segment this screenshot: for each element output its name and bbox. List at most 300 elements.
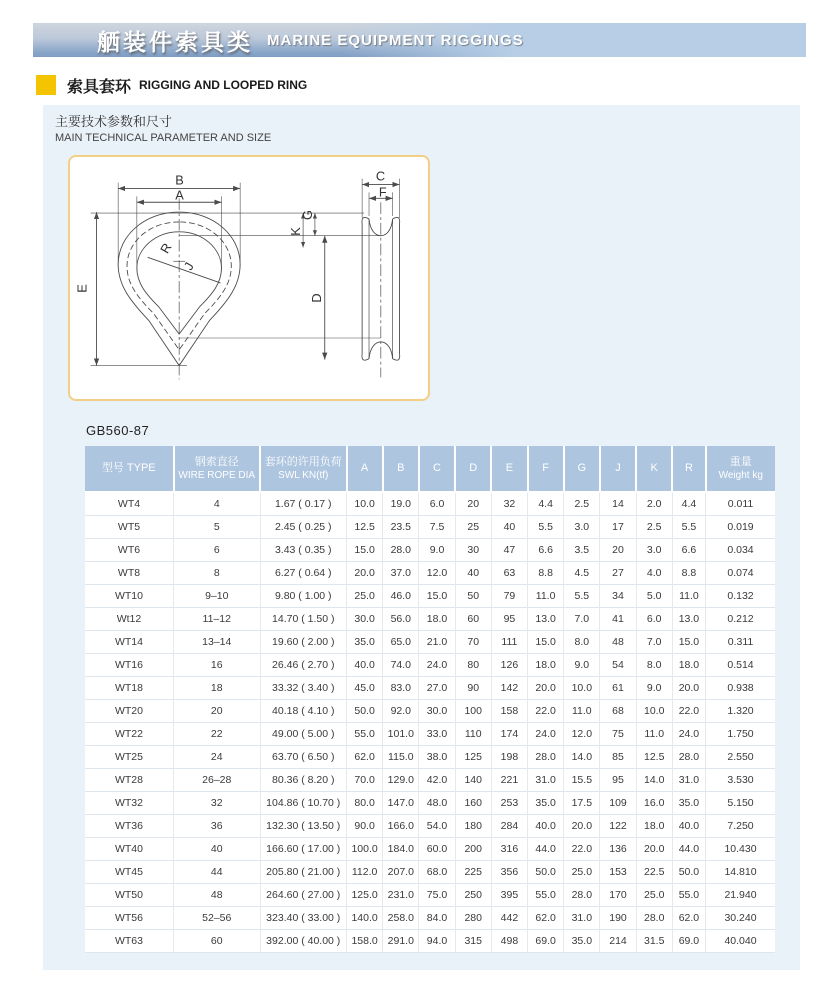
- column-header: D: [455, 446, 491, 492]
- table-cell: 31.0: [672, 769, 705, 792]
- table-cell: 50.0: [528, 861, 564, 884]
- table-cell: 10.430: [706, 838, 775, 861]
- table-cell: 10.0: [564, 677, 600, 700]
- table-cell: 190: [600, 907, 636, 930]
- table-cell: 3.0: [564, 516, 600, 539]
- table-cell: 174: [491, 723, 527, 746]
- table-cell: 31.0: [528, 769, 564, 792]
- table-cell: WT4: [85, 492, 174, 516]
- table-cell: 6.0: [636, 608, 672, 631]
- table-cell: 14.0: [636, 769, 672, 792]
- table-cell: 13–14: [174, 631, 261, 654]
- table-cell: 3.5: [564, 539, 600, 562]
- section-title-en: RIGGING AND LOOPED RING: [139, 78, 308, 92]
- table-cell: 6.6: [528, 539, 564, 562]
- table-row: [85, 516, 775, 539]
- table-cell: 56.0: [383, 608, 419, 631]
- table-cell: 147.0: [383, 792, 419, 815]
- table-row: [85, 539, 775, 562]
- table-cell: 50.0: [347, 700, 383, 723]
- dim-label-A: A: [175, 187, 184, 203]
- table-cell: 4.0: [636, 562, 672, 585]
- parameter-caption: [55, 114, 271, 146]
- table-cell: 48.0: [419, 792, 455, 815]
- table-cell: 54.0: [419, 815, 455, 838]
- table-cell: 20.0: [636, 838, 672, 861]
- table-cell: 12.5: [636, 746, 672, 769]
- table-cell: 18.0: [419, 608, 455, 631]
- dim-label-D: D: [308, 293, 324, 303]
- column-header: G: [564, 446, 600, 492]
- table-cell: 0.311: [706, 631, 775, 654]
- table-cell: WT6: [85, 539, 174, 562]
- table-cell: 52–56: [174, 907, 261, 930]
- table-cell: 15.0: [347, 539, 383, 562]
- table-cell: 231.0: [383, 884, 419, 907]
- table-row: [85, 654, 775, 677]
- table-cell: 62.0: [672, 907, 705, 930]
- table-cell: 12.5: [347, 516, 383, 539]
- table-cell: 498: [491, 930, 527, 953]
- table-cell: 84.0: [419, 907, 455, 930]
- table-cell: 126: [491, 654, 527, 677]
- table-cell: 2.0: [636, 492, 672, 516]
- table-cell: 30.240: [706, 907, 775, 930]
- table-cell: 1.67 ( 0.17 ): [260, 492, 347, 516]
- table-row: [85, 562, 775, 585]
- table-cell: 60: [455, 608, 491, 631]
- table-cell: 0.034: [706, 539, 775, 562]
- table-cell: 31.0: [564, 907, 600, 930]
- table-cell: WT16: [85, 654, 174, 677]
- table-cell: 20.0: [564, 815, 600, 838]
- table-cell: 12.0: [564, 723, 600, 746]
- table-cell: 90.0: [347, 815, 383, 838]
- table-cell: 11.0: [528, 585, 564, 608]
- table-cell: 109: [600, 792, 636, 815]
- table-cell: 47: [491, 539, 527, 562]
- table-cell: 5: [174, 516, 261, 539]
- table-cell: 42.0: [419, 769, 455, 792]
- table-cell: 11.0: [672, 585, 705, 608]
- table-cell: 250: [455, 884, 491, 907]
- table-cell: 110: [455, 723, 491, 746]
- table-row: [85, 861, 775, 884]
- table-cell: 63.70 ( 6.50 ): [260, 746, 347, 769]
- table-cell: 90: [455, 677, 491, 700]
- table-cell: 35.0: [528, 792, 564, 815]
- table-cell: 15.0: [419, 585, 455, 608]
- table-cell: 80: [455, 654, 491, 677]
- table-cell: 20.0: [347, 562, 383, 585]
- table-cell: 14: [600, 492, 636, 516]
- table-cell: 15.0: [672, 631, 705, 654]
- table-cell: 132.30 ( 13.50 ): [260, 815, 347, 838]
- table-cell: 129.0: [383, 769, 419, 792]
- table-cell: 158: [491, 700, 527, 723]
- table-cell: 32: [174, 792, 261, 815]
- table-cell: 22.0: [564, 838, 600, 861]
- table-row: [85, 723, 775, 746]
- table-cell: 291.0: [383, 930, 419, 953]
- table-cell: 0.514: [706, 654, 775, 677]
- table-cell: 2.5: [636, 516, 672, 539]
- table-cell: 214: [600, 930, 636, 953]
- table-cell: 70.0: [347, 769, 383, 792]
- table-cell: 35.0: [672, 792, 705, 815]
- table-cell: 122: [600, 815, 636, 838]
- table-cell: 55.0: [672, 884, 705, 907]
- table-row: [85, 907, 775, 930]
- table-cell: 69.0: [528, 930, 564, 953]
- table-cell: 63: [491, 562, 527, 585]
- banner-title-zh: 舾装件索具类: [97, 28, 253, 55]
- page-banner: [33, 23, 806, 57]
- table-cell: 16: [174, 654, 261, 677]
- table-cell: 100: [455, 700, 491, 723]
- table-cell: 35.0: [347, 631, 383, 654]
- table-cell: WT25: [85, 746, 174, 769]
- table-cell: 68.0: [419, 861, 455, 884]
- table-cell: 0.074: [706, 562, 775, 585]
- parameter-caption-zh: 主要技术参数和尺寸: [55, 114, 173, 129]
- column-header: F: [528, 446, 564, 492]
- table-cell: WT40: [85, 838, 174, 861]
- table-cell: 45.0: [347, 677, 383, 700]
- table-cell: 21.940: [706, 884, 775, 907]
- dim-label-R: R: [156, 240, 175, 256]
- table-cell: 180: [455, 815, 491, 838]
- table-cell: 1.320: [706, 700, 775, 723]
- table-cell: 3.43 ( 0.35 ): [260, 539, 347, 562]
- table-cell: 17.5: [564, 792, 600, 815]
- table-cell: 60: [174, 930, 261, 953]
- table-cell: 14.0: [564, 746, 600, 769]
- table-cell: 24: [174, 746, 261, 769]
- table-cell: 7.5: [419, 516, 455, 539]
- table-cell: 95: [491, 608, 527, 631]
- table-cell: 85: [600, 746, 636, 769]
- table-cell: 54: [600, 654, 636, 677]
- table-cell: WT45: [85, 861, 174, 884]
- column-header: C: [419, 446, 455, 492]
- table-cell: 316: [491, 838, 527, 861]
- table-cell: 9.0: [419, 539, 455, 562]
- dim-label-F: F: [378, 184, 387, 200]
- table-cell: WT32: [85, 792, 174, 815]
- table-cell: 142: [491, 677, 527, 700]
- table-cell: 24.0: [419, 654, 455, 677]
- table-cell: 6: [174, 539, 261, 562]
- table-cell: 10.0: [636, 700, 672, 723]
- table-cell: 111: [491, 631, 527, 654]
- table-cell: 30.0: [347, 608, 383, 631]
- table-cell: 26–28: [174, 769, 261, 792]
- table-cell: WT36: [85, 815, 174, 838]
- table-cell: 1.750: [706, 723, 775, 746]
- table-row: [85, 884, 775, 907]
- table-cell: 25: [455, 516, 491, 539]
- column-header: A: [347, 446, 383, 492]
- thimble-diagram: [68, 155, 430, 401]
- banner-title-en: MARINE EQUIPMENT RIGGINGS: [267, 31, 524, 49]
- table-cell: 14.70 ( 1.50 ): [260, 608, 347, 631]
- section-heading: [36, 74, 307, 96]
- table-cell: 11–12: [174, 608, 261, 631]
- table-cell: WT18: [85, 677, 174, 700]
- table-cell: 44.0: [672, 838, 705, 861]
- table-cell: 3.0: [636, 539, 672, 562]
- table-cell: WT14: [85, 631, 174, 654]
- table-cell: 40: [491, 516, 527, 539]
- column-header: 型号 TYPE: [85, 446, 174, 492]
- table-cell: 392.00 ( 40.00 ): [260, 930, 347, 953]
- table-cell: WT56: [85, 907, 174, 930]
- table-cell: 3.530: [706, 769, 775, 792]
- table-cell: 75: [600, 723, 636, 746]
- table-cell: 48: [174, 884, 261, 907]
- table-cell: 100.0: [347, 838, 383, 861]
- table-cell: 28.0: [383, 539, 419, 562]
- table-cell: 125.0: [347, 884, 383, 907]
- table-cell: 12.0: [419, 562, 455, 585]
- table-cell: 207.0: [383, 861, 419, 884]
- table-cell: 158.0: [347, 930, 383, 953]
- spec-tbody: [85, 492, 775, 953]
- column-header: B: [383, 446, 419, 492]
- table-cell: 44: [174, 861, 261, 884]
- table-cell: 264.60 ( 27.00 ): [260, 884, 347, 907]
- table-row: [85, 677, 775, 700]
- table-cell: 28.0: [564, 884, 600, 907]
- table-cell: 125: [455, 746, 491, 769]
- table-cell: 94.0: [419, 930, 455, 953]
- column-header: J: [600, 446, 636, 492]
- table-cell: 33.32 ( 3.40 ): [260, 677, 347, 700]
- dim-label-G: G: [299, 210, 315, 220]
- dim-label-E: E: [74, 284, 90, 293]
- table-row: [85, 700, 775, 723]
- table-cell: 253: [491, 792, 527, 815]
- table-cell: 4.4: [672, 492, 705, 516]
- table-cell: 356: [491, 861, 527, 884]
- table-cell: 27.0: [419, 677, 455, 700]
- table-cell: 166.0: [383, 815, 419, 838]
- table-cell: 280: [455, 907, 491, 930]
- table-cell: 68: [600, 700, 636, 723]
- table-cell: 153: [600, 861, 636, 884]
- table-cell: 315: [455, 930, 491, 953]
- table-cell: 62.0: [347, 746, 383, 769]
- table-cell: 20.0: [672, 677, 705, 700]
- table-cell: 27: [600, 562, 636, 585]
- table-cell: 442: [491, 907, 527, 930]
- table-cell: 221: [491, 769, 527, 792]
- table-cell: 18.0: [636, 815, 672, 838]
- table-row: [85, 608, 775, 631]
- table-cell: WT5: [85, 516, 174, 539]
- table-cell: 22.0: [672, 700, 705, 723]
- table-cell: 83.0: [383, 677, 419, 700]
- table-cell: 7.250: [706, 815, 775, 838]
- table-cell: 9–10: [174, 585, 261, 608]
- table-cell: 18.0: [528, 654, 564, 677]
- table-cell: 21.0: [419, 631, 455, 654]
- column-header: 套环的许用负荷 SWL KN(tf): [260, 446, 347, 492]
- table-cell: WT20: [85, 700, 174, 723]
- table-cell: 5.5: [564, 585, 600, 608]
- table-cell: 25.0: [347, 585, 383, 608]
- column-header: R: [672, 446, 705, 492]
- table-cell: 136: [600, 838, 636, 861]
- table-cell: 6.27 ( 0.64 ): [260, 562, 347, 585]
- table-cell: 26.46 ( 2.70 ): [260, 654, 347, 677]
- table-cell: 5.0: [636, 585, 672, 608]
- table-cell: 80.36 ( 8.20 ): [260, 769, 347, 792]
- table-cell: 49.00 ( 5.00 ): [260, 723, 347, 746]
- table-cell: 284: [491, 815, 527, 838]
- table-cell: 75.0: [419, 884, 455, 907]
- table-cell: 23.5: [383, 516, 419, 539]
- table-cell: 170: [600, 884, 636, 907]
- table-cell: 18.0: [672, 654, 705, 677]
- standard-number: GB560-87: [86, 423, 150, 438]
- section-bullet-icon: [36, 75, 56, 95]
- table-row: [85, 930, 775, 953]
- table-cell: 19.60 ( 2.00 ): [260, 631, 347, 654]
- table-cell: 50: [455, 585, 491, 608]
- dim-label-C: C: [375, 168, 386, 184]
- table-cell: 55.0: [528, 884, 564, 907]
- table-cell: WT10: [85, 585, 174, 608]
- spec-header-row: [85, 446, 775, 492]
- table-cell: WT63: [85, 930, 174, 953]
- table-cell: 55.0: [347, 723, 383, 746]
- table-cell: 9.80 ( 1.00 ): [260, 585, 347, 608]
- table-cell: 115.0: [383, 746, 419, 769]
- table-cell: 20: [455, 492, 491, 516]
- table-cell: 2.550: [706, 746, 775, 769]
- table-cell: 4.4: [528, 492, 564, 516]
- table-cell: 38.0: [419, 746, 455, 769]
- table-cell: 22: [174, 723, 261, 746]
- table-cell: WT22: [85, 723, 174, 746]
- table-cell: 4: [174, 492, 261, 516]
- table-cell: 61: [600, 677, 636, 700]
- table-cell: 7.0: [636, 631, 672, 654]
- table-cell: 15.5: [564, 769, 600, 792]
- table-cell: 0.019: [706, 516, 775, 539]
- table-cell: 8: [174, 562, 261, 585]
- table-cell: 18: [174, 677, 261, 700]
- table-cell: 4.5: [564, 562, 600, 585]
- table-cell: 69.0: [672, 930, 705, 953]
- column-header: 钢索直径 WIRE ROPE DIA: [174, 446, 261, 492]
- table-cell: 101.0: [383, 723, 419, 746]
- table-cell: 2.5: [564, 492, 600, 516]
- table-cell: 22.5: [636, 861, 672, 884]
- spec-table: [85, 446, 775, 953]
- table-cell: 37.0: [383, 562, 419, 585]
- table-cell: 80.0: [347, 792, 383, 815]
- thimble-drawing: [70, 157, 428, 399]
- table-cell: 0.132: [706, 585, 775, 608]
- table-cell: 8.8: [672, 562, 705, 585]
- table-cell: 13.0: [528, 608, 564, 631]
- table-cell: 160: [455, 792, 491, 815]
- table-cell: 9.0: [564, 654, 600, 677]
- table-cell: 70: [455, 631, 491, 654]
- table-cell: 112.0: [347, 861, 383, 884]
- table-cell: 24.0: [672, 723, 705, 746]
- column-header: K: [636, 446, 672, 492]
- table-cell: 0.938: [706, 677, 775, 700]
- table-cell: 140.0: [347, 907, 383, 930]
- table-cell: 5.150: [706, 792, 775, 815]
- table-cell: 17: [600, 516, 636, 539]
- table-cell: 95: [600, 769, 636, 792]
- table-cell: WT50: [85, 884, 174, 907]
- table-cell: 8.8: [528, 562, 564, 585]
- table-cell: 0.212: [706, 608, 775, 631]
- table-cell: 28.0: [636, 907, 672, 930]
- table-cell: 48: [600, 631, 636, 654]
- table-cell: 104.86 ( 10.70 ): [260, 792, 347, 815]
- table-row: [85, 631, 775, 654]
- table-cell: 24.0: [528, 723, 564, 746]
- table-cell: 40.0: [672, 815, 705, 838]
- table-cell: 40.0: [347, 654, 383, 677]
- table-cell: WT28: [85, 769, 174, 792]
- table-cell: 395: [491, 884, 527, 907]
- table-cell: 225: [455, 861, 491, 884]
- column-header: 重量 Weight kg: [706, 446, 775, 492]
- table-cell: 8.0: [636, 654, 672, 677]
- table-cell: 28.0: [672, 746, 705, 769]
- table-cell: 40: [174, 838, 261, 861]
- section-title-zh: 索具套环: [67, 78, 132, 96]
- table-row: [85, 746, 775, 769]
- table-cell: 40.18 ( 4.10 ): [260, 700, 347, 723]
- table-cell: 13.0: [672, 608, 705, 631]
- table-row: [85, 769, 775, 792]
- table-cell: 79: [491, 585, 527, 608]
- table-cell: 8.0: [564, 631, 600, 654]
- table-cell: 0.011: [706, 492, 775, 516]
- table-cell: 33.0: [419, 723, 455, 746]
- table-cell: 25.0: [564, 861, 600, 884]
- table-cell: 50.0: [672, 861, 705, 884]
- table-cell: 198: [491, 746, 527, 769]
- table-cell: 60.0: [419, 838, 455, 861]
- table-cell: 10.0: [347, 492, 383, 516]
- table-cell: 41: [600, 608, 636, 631]
- table-cell: 14.810: [706, 861, 775, 884]
- table-cell: 11.0: [564, 700, 600, 723]
- table-cell: 140: [455, 769, 491, 792]
- table-cell: 258.0: [383, 907, 419, 930]
- table-cell: 19.0: [383, 492, 419, 516]
- dim-label-B: B: [175, 172, 184, 188]
- table-row: [85, 792, 775, 815]
- table-row: [85, 492, 775, 516]
- table-row: [85, 815, 775, 838]
- table-cell: 9.0: [636, 677, 672, 700]
- column-header: E: [491, 446, 527, 492]
- table-cell: 46.0: [383, 585, 419, 608]
- table-cell: 16.0: [636, 792, 672, 815]
- table-cell: 65.0: [383, 631, 419, 654]
